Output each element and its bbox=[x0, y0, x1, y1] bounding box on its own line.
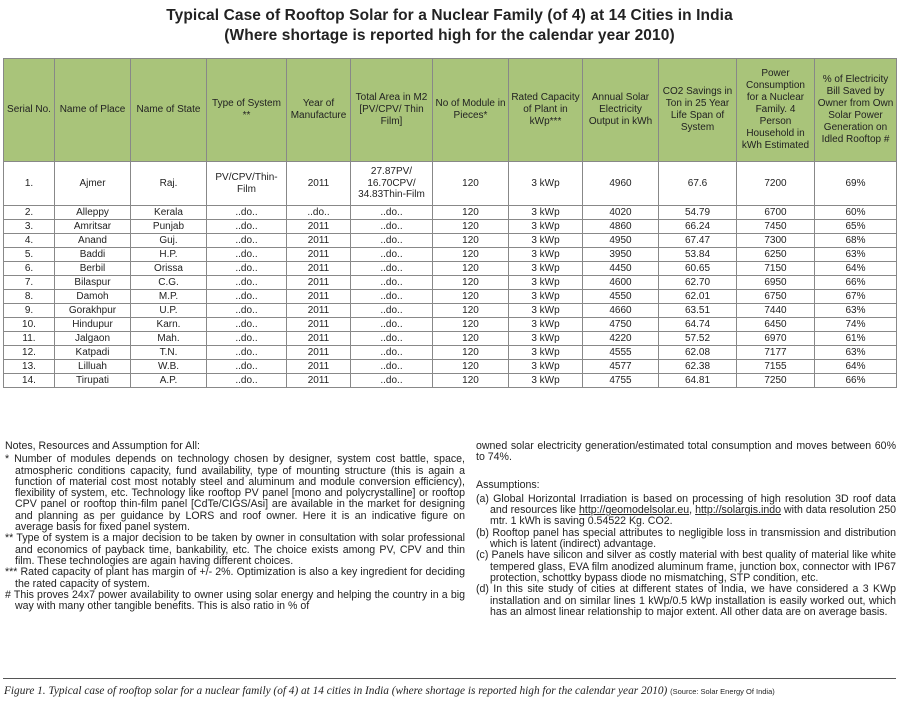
table-cell: Alleppy bbox=[55, 206, 131, 220]
table-cell: Karn. bbox=[131, 318, 207, 332]
table-cell: 4950 bbox=[583, 234, 659, 248]
table-cell: 7150 bbox=[737, 262, 815, 276]
table-cell: 63% bbox=[815, 346, 897, 360]
table-cell: 27.87PV/ 16.70CPV/ 34.83Thin-Film bbox=[351, 162, 433, 206]
table-cell: 62.01 bbox=[659, 290, 737, 304]
column-header: Annual Solar Electricity Output in kWh bbox=[583, 59, 659, 162]
table-cell: 66.24 bbox=[659, 220, 737, 234]
table-cell: 7155 bbox=[737, 360, 815, 374]
table-cell: 4755 bbox=[583, 374, 659, 388]
table-cell: 7450 bbox=[737, 220, 815, 234]
table-cell: 2011 bbox=[287, 374, 351, 388]
table-cell: 64% bbox=[815, 360, 897, 374]
table-row bbox=[4, 318, 897, 332]
table-cell: 66% bbox=[815, 276, 897, 290]
table-cell: 5. bbox=[4, 248, 55, 262]
table-cell: 4220 bbox=[583, 332, 659, 346]
column-header: % of Electricity Bill Saved by Owner from Own Solar Power Generation on Idled Rooftop # bbox=[815, 59, 897, 162]
table-cell: Katpadi bbox=[55, 346, 131, 360]
table-cell: 7. bbox=[4, 276, 55, 290]
table-cell: Punjab bbox=[131, 220, 207, 234]
table-cell: Lilluah bbox=[55, 360, 131, 374]
table-cell: 9. bbox=[4, 304, 55, 318]
caption-source: (Source: Solar Energy Of India) bbox=[670, 687, 775, 696]
table-cell: ..do.. bbox=[351, 304, 433, 318]
table-cell: 7177 bbox=[737, 346, 815, 360]
table-row bbox=[4, 248, 897, 262]
table-cell: ..do.. bbox=[207, 220, 287, 234]
column-header: Type of System ** bbox=[207, 59, 287, 162]
table-cell: 2011 bbox=[287, 276, 351, 290]
table-cell: ..do.. bbox=[207, 290, 287, 304]
table-cell: H.P. bbox=[131, 248, 207, 262]
solar-data-table bbox=[3, 58, 897, 388]
table-cell: 62.70 bbox=[659, 276, 737, 290]
table-cell: 3 kWp bbox=[509, 162, 583, 206]
table-row bbox=[4, 220, 897, 234]
table-cell: 61% bbox=[815, 332, 897, 346]
table-row bbox=[4, 304, 897, 318]
table-cell: 68% bbox=[815, 234, 897, 248]
link-geomodelsolar[interactable]: http://geomodelsolar.eu bbox=[579, 504, 690, 517]
table-cell: ..do.. bbox=[351, 346, 433, 360]
table-cell: ..do.. bbox=[207, 360, 287, 374]
table-cell: 67.47 bbox=[659, 234, 737, 248]
table-cell: U.P. bbox=[131, 304, 207, 318]
table-cell: 7300 bbox=[737, 234, 815, 248]
notes-section bbox=[5, 441, 465, 612]
table-cell: Jalgaon bbox=[55, 332, 131, 346]
column-header: CO2 Savings in Ton in 25 Year Life Span of System bbox=[659, 59, 737, 162]
table-cell: 120 bbox=[433, 248, 509, 262]
table-cell: 54.79 bbox=[659, 206, 737, 220]
table-cell: 7250 bbox=[737, 374, 815, 388]
table-cell: PV/CPV/Thin-Film bbox=[207, 162, 287, 206]
table-cell: 120 bbox=[433, 346, 509, 360]
table-row bbox=[4, 234, 897, 248]
note-item: # This proves 24x7 power availability to owner using solar energy and helping the country in a big way with many other tangible benefits. This is also ratio in % of bbox=[5, 588, 465, 613]
table-cell: ..do.. bbox=[207, 374, 287, 388]
caption-divider bbox=[3, 678, 896, 679]
assumption-b: (b) Rooftop panel has special attributes to negligible loss in transmission and distribution which is latent (indirect) advantage. bbox=[476, 526, 896, 551]
table-cell: 74% bbox=[815, 318, 897, 332]
table-cell: 120 bbox=[433, 332, 509, 346]
note-item: *** Rated capacity of plant has margin of +/- 2%. Optimization is also a key ingredient for deciding the rated capacity of system. bbox=[5, 566, 465, 590]
table-cell: 63.51 bbox=[659, 304, 737, 318]
table-cell: 3 kWp bbox=[509, 290, 583, 304]
table-cell: 3 kWp bbox=[509, 360, 583, 374]
table-cell: Raj. bbox=[131, 162, 207, 206]
table-cell: 120 bbox=[433, 206, 509, 220]
table-cell: 12. bbox=[4, 346, 55, 360]
table-cell: 2011 bbox=[287, 262, 351, 276]
note-continuation: owned solar electricity generation/estimated total consumption and moves between 60% to 74%. bbox=[476, 440, 896, 464]
table-cell: 3 kWp bbox=[509, 304, 583, 318]
table-cell: 120 bbox=[433, 360, 509, 374]
table-cell: 10. bbox=[4, 318, 55, 332]
table-cell: 60.65 bbox=[659, 262, 737, 276]
table-cell: 3 kWp bbox=[509, 206, 583, 220]
table-cell: 120 bbox=[433, 234, 509, 248]
table-cell: ..do.. bbox=[207, 346, 287, 360]
column-header: Total Area in M2 [PV/CPV/ Thin Film] bbox=[351, 59, 433, 162]
table-cell: 6450 bbox=[737, 318, 815, 332]
table-cell: M.P. bbox=[131, 290, 207, 304]
table-row bbox=[4, 332, 897, 346]
table-row bbox=[4, 360, 897, 374]
table-cell: 3950 bbox=[583, 248, 659, 262]
table-cell: 2011 bbox=[287, 248, 351, 262]
table-cell: 6970 bbox=[737, 332, 815, 346]
table-cell: 4555 bbox=[583, 346, 659, 360]
table-cell: 11. bbox=[4, 332, 55, 346]
table-cell: 14. bbox=[4, 374, 55, 388]
link-separator: , bbox=[689, 504, 696, 517]
table-cell: 3 kWp bbox=[509, 346, 583, 360]
column-header: Serial No. bbox=[4, 59, 55, 162]
table-cell: ..do.. bbox=[207, 262, 287, 276]
table-cell: 4600 bbox=[583, 276, 659, 290]
table-cell: Damoh bbox=[55, 290, 131, 304]
table-cell: Anand bbox=[55, 234, 131, 248]
table-cell: ..do.. bbox=[351, 234, 433, 248]
table-cell: C.G. bbox=[131, 276, 207, 290]
table-cell: 67% bbox=[815, 290, 897, 304]
table-cell: 2011 bbox=[287, 332, 351, 346]
table-cell: 65% bbox=[815, 220, 897, 234]
table-cell: 4860 bbox=[583, 220, 659, 234]
table-cell: 63% bbox=[815, 304, 897, 318]
table-cell: Berbil bbox=[55, 262, 131, 276]
table-cell: 4660 bbox=[583, 304, 659, 318]
title-line-1: Typical Case of Rooftop Solar for a Nuclear Family (of 4) at 14 Cities in India bbox=[166, 7, 733, 24]
table-cell: 66% bbox=[815, 374, 897, 388]
table-cell: 8. bbox=[4, 290, 55, 304]
table-cell: ..do.. bbox=[351, 206, 433, 220]
table-cell: 2011 bbox=[287, 290, 351, 304]
table-cell: ..do.. bbox=[351, 220, 433, 234]
assumption-d: (d) In this site study of cities at different states of India, we have considered a 3 KWp installation and on similar lines 1 kWp/0.5 kWp installation is easily worked out, which has an almost linear relationship to major extent. All other data are on average basis. bbox=[476, 583, 896, 618]
caption-text: Figure 1. Typical case of rooftop solar for a nuclear family (of 4) at 14 cities in India (where shortage is reported high for the calendar year 2010) bbox=[4, 685, 668, 697]
table-cell: ..do.. bbox=[207, 248, 287, 262]
table-cell: 120 bbox=[433, 290, 509, 304]
table-cell: 3. bbox=[4, 220, 55, 234]
table-cell: 3 kWp bbox=[509, 276, 583, 290]
table-cell: 62.08 bbox=[659, 346, 737, 360]
table-cell: Kerala bbox=[131, 206, 207, 220]
table-cell: ..do.. bbox=[207, 318, 287, 332]
table-cell: 69% bbox=[815, 162, 897, 206]
column-header: No of Module in Pieces* bbox=[433, 59, 509, 162]
table-cell: Ajmer bbox=[55, 162, 131, 206]
note-item: * Number of modules depends on technology chosen by designer, system cost battle, space, atmospheric conditions capacity, fund availability, type of mounting structure (this is again a function of material cost most notably steel and aluminum and module conversion efficiency), flexibility of system, etc. Technology like rooftop PV panel [mono and polycrystalline] or rooftop CPV panel or rooftop thin-film panel [CdTe/CIGS/Asi] are available in the market for designing and planning as per guidance by LORS and roof owner. Here it is an indicative figure on average basis for fixed panel system. bbox=[5, 453, 465, 534]
table-cell: 2011 bbox=[287, 220, 351, 234]
table-cell: 120 bbox=[433, 162, 509, 206]
column-header: Rated Capacity of Plant in kWp*** bbox=[509, 59, 583, 162]
table-cell: Amritsar bbox=[55, 220, 131, 234]
table-cell: ..do.. bbox=[351, 248, 433, 262]
column-header: Year of Manufacture bbox=[287, 59, 351, 162]
assumption-a-text: (a) Global Horizontal Irradiation is based on processing of high resolution 3D roof data and resources like bbox=[476, 492, 896, 517]
assumption-a-tail: with data resolution 250 mtr. 1 kWh is saving 0.54522 Kg. CO2. bbox=[490, 504, 896, 528]
notes-heading: Notes, Resources and Assumption for All: bbox=[5, 440, 200, 452]
table-header-row bbox=[4, 59, 897, 162]
link-solargis[interactable]: http://solargis.indo bbox=[695, 504, 782, 517]
page-title bbox=[0, 6, 899, 46]
table-cell: 53.84 bbox=[659, 248, 737, 262]
table-cell: 4020 bbox=[583, 206, 659, 220]
table-cell: 6250 bbox=[737, 248, 815, 262]
column-header: Name of Place bbox=[55, 59, 131, 162]
table-cell: T.N. bbox=[131, 346, 207, 360]
title-line-2: (Where shortage is reported high for the calendar year 2010) bbox=[224, 27, 675, 44]
table-cell: Bilaspur bbox=[55, 276, 131, 290]
table-cell: Mah. bbox=[131, 332, 207, 346]
table-cell: ..do.. bbox=[207, 332, 287, 346]
table-cell: 2011 bbox=[287, 346, 351, 360]
table-cell: Gorakhpur bbox=[55, 304, 131, 318]
table-cell: 120 bbox=[433, 276, 509, 290]
table-cell: 120 bbox=[433, 304, 509, 318]
table-cell: 6700 bbox=[737, 206, 815, 220]
table-cell: 62.38 bbox=[659, 360, 737, 374]
table-row bbox=[4, 276, 897, 290]
column-header: Power Consumption for a Nuclear Family. 4 Person Household in kWh Estimated bbox=[737, 59, 815, 162]
table-cell: 3 kWp bbox=[509, 374, 583, 388]
table-cell: 120 bbox=[433, 220, 509, 234]
column-header: Name of State bbox=[131, 59, 207, 162]
table-cell: 2011 bbox=[287, 318, 351, 332]
table-cell: 64.74 bbox=[659, 318, 737, 332]
table-cell: ..do.. bbox=[351, 318, 433, 332]
table-cell: ..do.. bbox=[351, 332, 433, 346]
table-row bbox=[4, 206, 897, 220]
table-cell: 6950 bbox=[737, 276, 815, 290]
table-cell: ..do.. bbox=[351, 360, 433, 374]
table-cell: ..do.. bbox=[207, 276, 287, 290]
table-cell: ..do.. bbox=[287, 206, 351, 220]
table-cell: 3 kWp bbox=[509, 248, 583, 262]
table-cell: 4577 bbox=[583, 360, 659, 374]
table-cell: 6. bbox=[4, 262, 55, 276]
table-cell: ..do.. bbox=[207, 206, 287, 220]
table-cell: ..do.. bbox=[351, 276, 433, 290]
table-cell: 2. bbox=[4, 206, 55, 220]
table-row bbox=[4, 290, 897, 304]
table-cell: ..do.. bbox=[351, 262, 433, 276]
table-row bbox=[4, 162, 897, 206]
table-cell: 3 kWp bbox=[509, 220, 583, 234]
table-cell: 1. bbox=[4, 162, 55, 206]
note-item: ** Type of system is a major decision to be taken by owner in consultation with solar professional and economics of payback time, bankability, etc. The choice exists among PV, CPV and thin film. These technologies are again having different choices. bbox=[5, 532, 465, 567]
table-cell: A.P. bbox=[131, 374, 207, 388]
table-cell: 64% bbox=[815, 262, 897, 276]
table-cell: 4960 bbox=[583, 162, 659, 206]
table-cell: 67.6 bbox=[659, 162, 737, 206]
table-cell: 4450 bbox=[583, 262, 659, 276]
table-cell: 63% bbox=[815, 248, 897, 262]
table-cell: 2011 bbox=[287, 304, 351, 318]
table-cell: 64.81 bbox=[659, 374, 737, 388]
table-cell: 3 kWp bbox=[509, 262, 583, 276]
table-cell: 57.52 bbox=[659, 332, 737, 346]
table-cell: 3 kWp bbox=[509, 234, 583, 248]
table-cell: Baddi bbox=[55, 248, 131, 262]
figure-caption bbox=[4, 685, 897, 697]
table-cell: 60% bbox=[815, 206, 897, 220]
table-cell: Hindupur bbox=[55, 318, 131, 332]
table-cell: ..do.. bbox=[207, 234, 287, 248]
table-cell: Orissa bbox=[131, 262, 207, 276]
table-cell: ..do.. bbox=[351, 374, 433, 388]
table-row bbox=[4, 346, 897, 360]
assumptions-section bbox=[476, 441, 896, 618]
table-cell: W.B. bbox=[131, 360, 207, 374]
table-row bbox=[4, 374, 897, 388]
table-cell: ..do.. bbox=[207, 304, 287, 318]
table-cell: Guj. bbox=[131, 234, 207, 248]
assumption-c: (c) Panels have silicon and silver as costly material with best quality of material like white tempered glass, EVA film anodized aluminum frame, junction box, connector with IP67 protection, schottky bypass diode no mismatching, STP condition, etc. bbox=[476, 549, 896, 584]
table-cell: ..do.. bbox=[351, 290, 433, 304]
table-cell: Tirupati bbox=[55, 374, 131, 388]
table-cell: 3 kWp bbox=[509, 318, 583, 332]
table-cell: 2011 bbox=[287, 360, 351, 374]
table-cell: 4550 bbox=[583, 290, 659, 304]
table-cell: 120 bbox=[433, 262, 509, 276]
table-cell: 120 bbox=[433, 374, 509, 388]
table-cell: 2011 bbox=[287, 162, 351, 206]
table-cell: 7440 bbox=[737, 304, 815, 318]
table-cell: 3 kWp bbox=[509, 332, 583, 346]
table-cell: 4. bbox=[4, 234, 55, 248]
table-cell: 7200 bbox=[737, 162, 815, 206]
table-cell: 4750 bbox=[583, 318, 659, 332]
table-cell: 2011 bbox=[287, 234, 351, 248]
table-cell: 6750 bbox=[737, 290, 815, 304]
assumptions-heading: Assumptions: bbox=[476, 478, 540, 491]
table-cell: 13. bbox=[4, 360, 55, 374]
table-cell: 120 bbox=[433, 318, 509, 332]
assumption-a bbox=[476, 494, 896, 528]
table-row bbox=[4, 262, 897, 276]
